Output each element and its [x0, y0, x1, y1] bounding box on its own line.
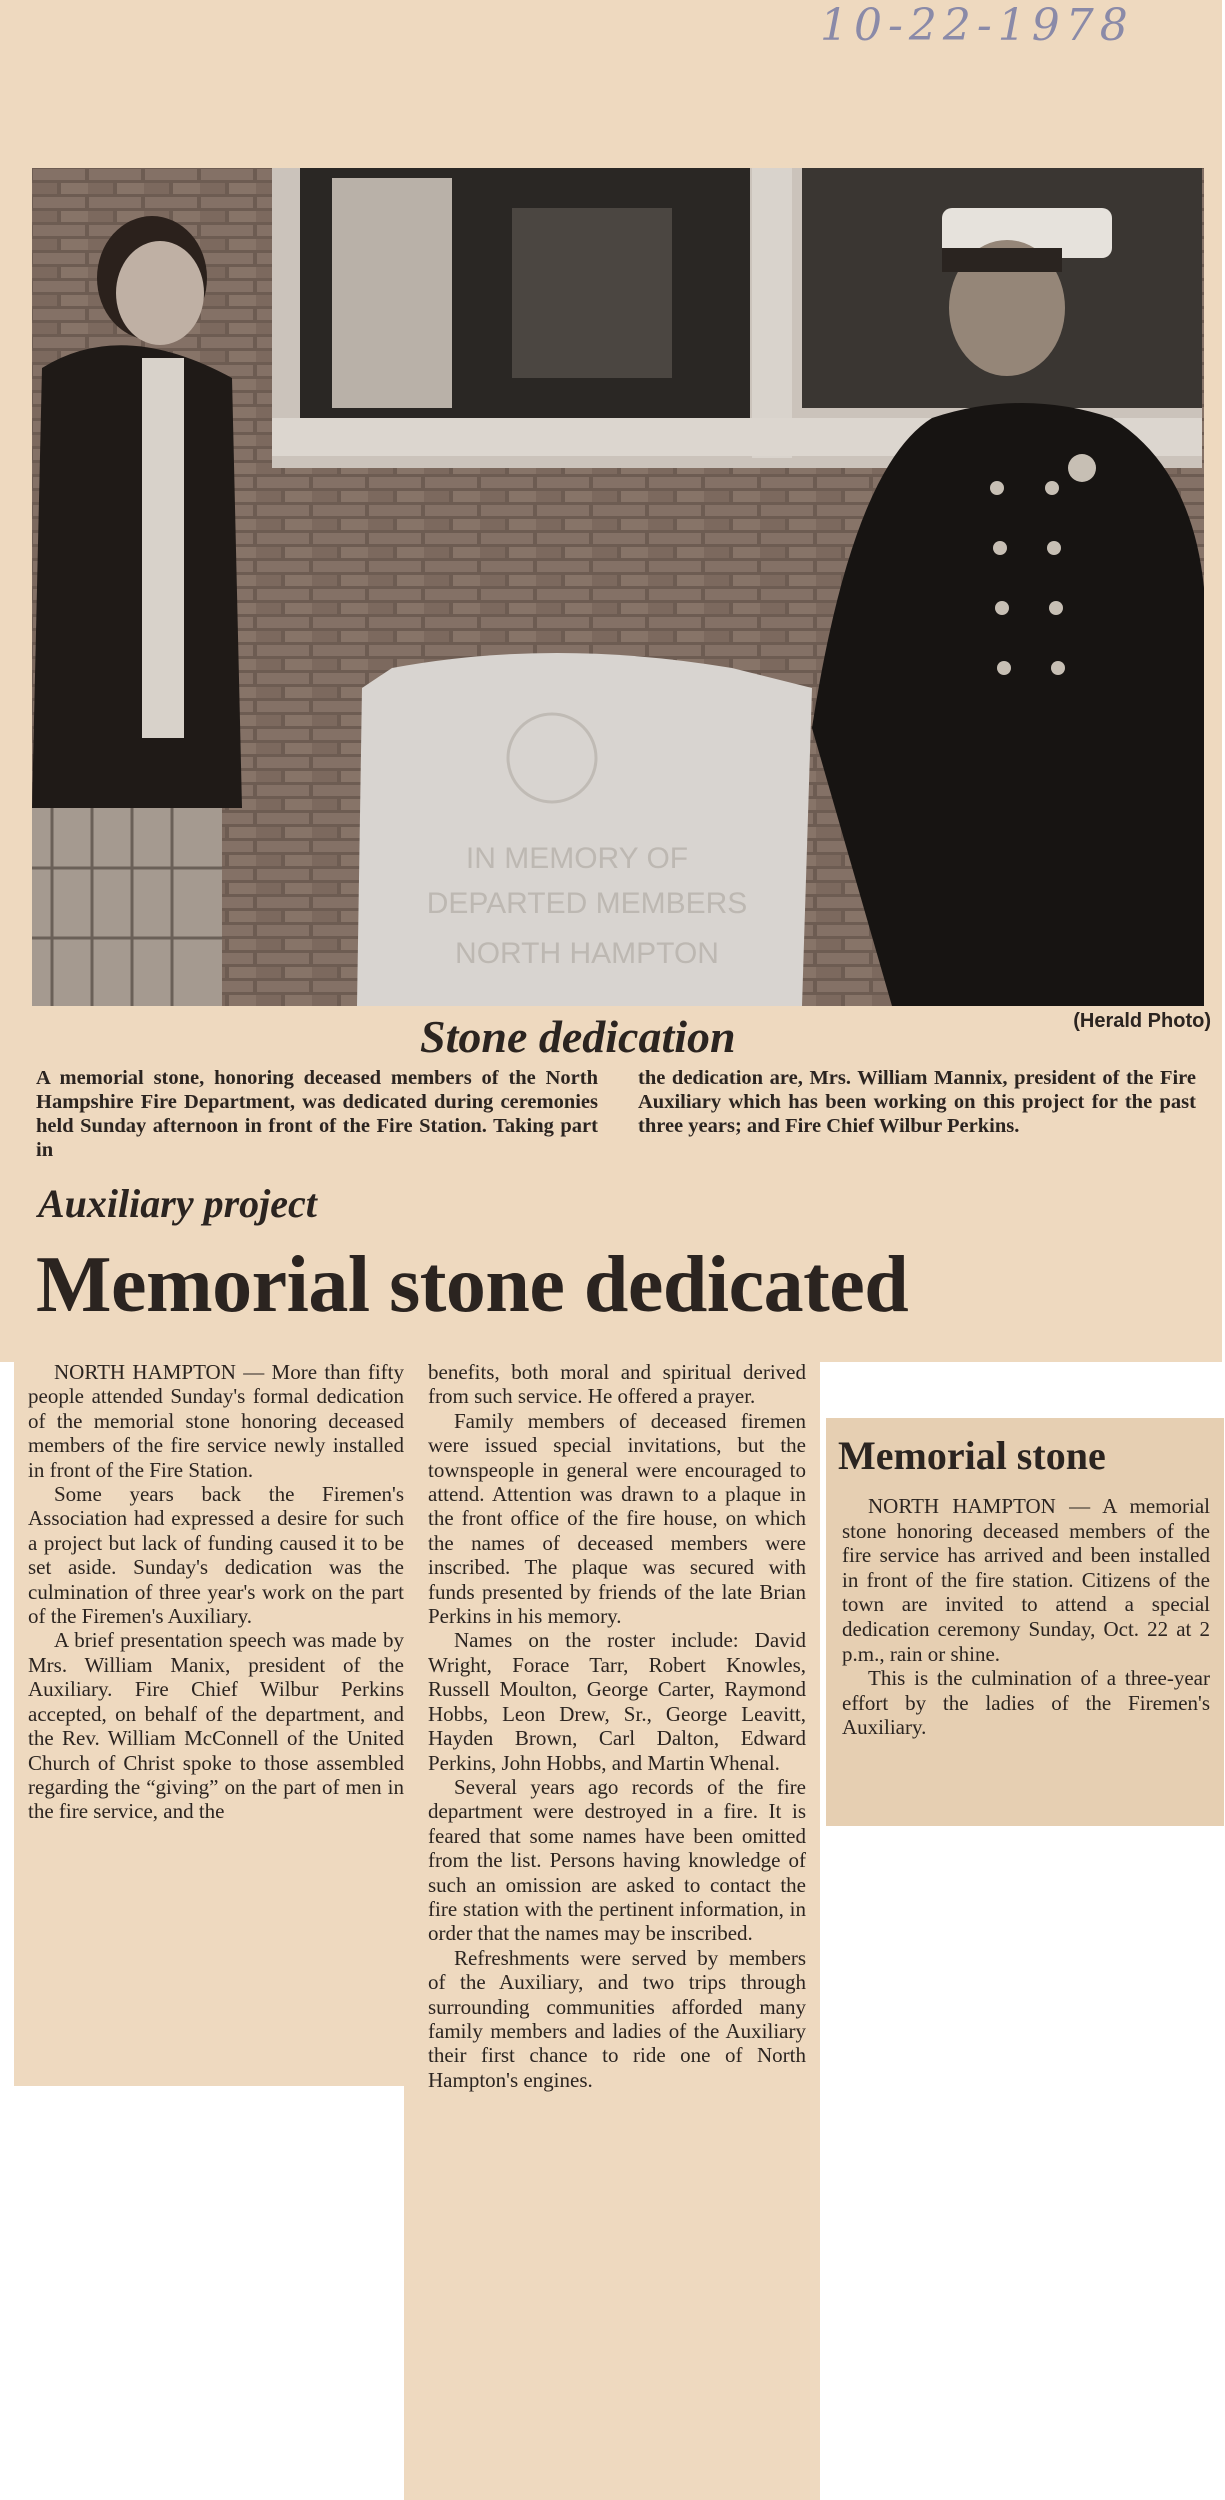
photo-credit: (Herald Photo) — [1073, 1010, 1211, 1032]
news-photo — [32, 168, 1204, 1006]
stone-line-2: DEPARTED MEMBERS — [426, 887, 748, 920]
caption-right: the dedication are, Mrs. William Mannix, president of the Fire Auxiliary which has been working on this project for the past three years; and Fire Chief Wilbur Perkins. — [638, 1067, 1196, 1137]
stone-line-1: IN MEMORY OF — [465, 842, 689, 875]
article-column-1 — [28, 1360, 404, 1824]
sidebar-headline: Memorial stone — [838, 1433, 1106, 1478]
paragraph: Refreshments were served by members of the Auxiliary, and two trips through surrounding communities afforded many family members and ladies of the Auxiliary their first chance to ride one of North Hampton's engines. — [428, 1945, 806, 2092]
paragraph: benefits, both moral and spiritual derived from such service. He offered a prayer. — [428, 1360, 806, 1409]
handwritten-date: 10-22-1978 — [820, 0, 1134, 51]
sidebar-article — [842, 1494, 1210, 1740]
caption-left: A memorial stone, honoring deceased members of the North Hampshire Fire Department, was dedicated during ceremonies held Sunday afternoon in front of the Fire Station. Taking part in — [36, 1067, 598, 1161]
paragraph: NORTH HAMPTON — More than fifty people attended Sunday's formal dedication of the memorial stone honoring deceased members of the fire service newly installed in front of the Fire Station. — [28, 1360, 404, 1482]
paragraph: This is the culmination of a three-year effort by the ladies of the Firemen's Auxiliary. — [842, 1666, 1210, 1740]
paragraph: Names on the roster include: David Wright, Forace Tarr, Robert Knowles, Russell Moulton, George Carter, Raymond Hobbs, Leon Drew, Sr., George Leavitt, Hayden Brown, Carl Dalton, Edward Perkins, John Hobbs, and Martin Whenal. — [428, 1628, 806, 1775]
article-column-2 — [428, 1360, 806, 2092]
article-headline: Memorial stone dedicated — [36, 1241, 909, 1329]
paragraph: Several years ago records of the fire department were destroyed in a fire. It is feared that some names have been omitted from the list. Persons having knowledge of such an omission are asked to contact the fire station with the pertinent information, in order that the names may be inscribed. — [428, 1774, 806, 1946]
paragraph: Some years back the Firemen's Association had expressed a desire for such a project but lack of funding caused it to be set aside. Sunday's dedication was the culmination of three year's work on the part of the Firemen's Auxiliary. — [28, 1482, 404, 1629]
paragraph: NORTH HAMPTON — A memorial stone honoring deceased members of the fire service has arrived and been installed in front of the fire station. Citizens of the town are invited to attend a special dedication ceremony Sunday, Oct. 22 at 2 p.m., rain or shine. — [842, 1494, 1210, 1666]
stone-line-3: NORTH HAMPTON — [455, 937, 719, 970]
paragraph: A brief presentation speech was made by Mrs. William Manix, president of the Auxiliary. Fire Chief Wilbur Perkins accepted, on behalf of the department, and the Rev. William McConnell of the United Church of Christ spoke to those assembled regarding the “giving” on the part of men in the fire service, and the — [28, 1628, 404, 1824]
caption-title: Stone dedication — [420, 1011, 736, 1062]
paragraph: Family members of deceased firemen were issued special invitations, but the townspeople in general were encouraged to attend. Attention was drawn to a plaque in the front office of the fire house, on which the names of deceased members were inscribed. The plaque was secured with funds presented by friends of the late Brian Perkins in his memory. — [428, 1408, 806, 1629]
article-kicker: Auxiliary project — [38, 1181, 317, 1226]
